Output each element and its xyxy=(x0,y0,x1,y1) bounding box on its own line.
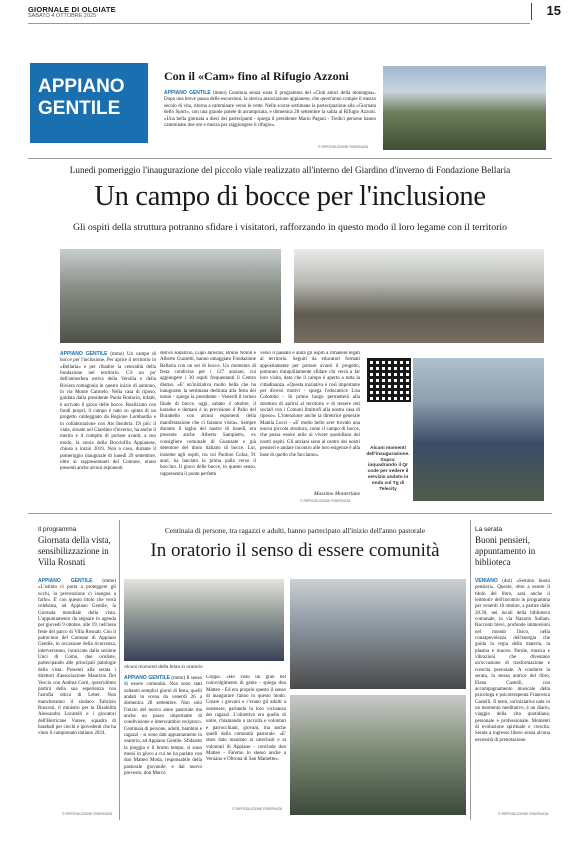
center-story-dateline: APPIANO GENTILE xyxy=(124,675,170,681)
center-story-kicker: Centinaia di persone, tra ragazzi e adulti, hanno partecipato all'inizio dell'anno pastorale xyxy=(164,526,426,535)
left-sidebar-text: (mmo) «L'istinto ci porta a proteggere gli occhi, la prevenzione ci insegna a farlo». E' con questo titolo che verrà celebrata, ad Appiano Gentile, la Giornata mondiale della vista. L'appuntamento da segnare in agenda per giovedì 9 ottobre, alle 19, nell'area feste del parco di Villa Rosnati. Con il patrocinio del Comune di Appiano Gentile, in occasione della ricorrenza, interverranno, incaricate dalla sezione Unci di Como, due oculiste, partecipando alle principali patologie della vista. Presenti alla serata i direttori d'associazione Maurizio Del Vescio con Andrea Corti, quest'ultimo partirà della sua esperienza con l'atrofia ottica di Leber. Non mancheranno il sindaco Fabrizio Rusconi, il ministro per la Disabilità Alessandra Locatelli e i giocatori dell'Hurricane Varese, squadra di baseball per ciechi e ipovedenti che ha vinto il campionato italiano 2024. xyxy=(38,579,116,737)
right-sidebar-label: La serata xyxy=(475,526,503,533)
center-story-title: In oratorio il senso di essere comunità xyxy=(150,540,440,561)
qr-code-icon[interactable] xyxy=(367,358,411,402)
issue-date: SABATO 4 OTTOBRE 2025 xyxy=(28,13,97,19)
center-photo-caption: Alcuni momenti della festa in oratorio xyxy=(124,665,203,670)
main-story-col1-text: (mmo) Un campo di bocce per l'inclusione. Per aprire il territorio in «Bellaria» e per ribadire la centralità della fondazione nel territorio. C'è un po' dell'atmosfera estiva della Versilia e della Riviera romagnola in questo inizio di autunno, in via Monte Carmelo. Nella casa di riposo, guidata dalla presidente Paola Bottacin, infatti, è arrivato il gioco delle bocce. Realizzato con fondi propri, il campo è nato su spinta di un progetto caldeggiato da Regione Lombardia e in collaborazione con Ats Insubria. Di più: il viale, situato nel Giardino d'inverno, ha anche il merito e il compito di portare avanti, a suo modo, la storia della Bocciofila Appianese, chiusa a inizio 2019. Non a caso, durante il pomeriggio inaugurale di lunedì 29 settembre, oltre ai rappresentanti del Comune, erano presenti anche alcuni esponenti xyxy=(60,352,156,472)
bocce-court-photo xyxy=(294,249,544,343)
left-column-divider xyxy=(119,520,120,820)
right-sidebar-credit: © RIPRODUZIONE RISERVATA xyxy=(498,812,549,816)
main-story-subtitle: Gli ospiti della struttura potranno sfidare i visitatori, rafforzando in questo modo il loro legame con il territorio xyxy=(72,222,508,233)
main-story-credit: © RIPRODUZIONE RISERVATA xyxy=(300,499,351,503)
section-brand-line2: GENTILE xyxy=(38,98,121,119)
newspaper-name: GIORNALE DI OLGIATE xyxy=(28,5,116,14)
main-story-column-3: verso il passato e aiuta gli ospiti a rimanere legati al territorio. Seguiti da educatori formati appositamente per portare avanti il progetto, potranno tranquillamente sfidare chi verrà a far loro visita, dato che il campo è aperto a tutta la cittadinanza. «Questa iniziativa è così importante per diversi motivi - spiega l'educatrice Lisa Colombo - In primo luogo permetterà alla struttura di aprirsi al territorio e di tessere reti sociali con i Comuni limitrofi alla nostra casa di riposo». L'intenzione anche la direttrice generale Manila Lucci - «E' molto bello aver trovato una nuova piccola struttura, come il campo di bocce, che possa essere utile ai vivere quotidiano dei nostri ospiti. Gli anziani sono al centro dei nostri pensieri e andare incontro alle loro esigenze è alla base di quello che facciamo». xyxy=(260,351,360,458)
main-story-column-1 xyxy=(60,351,156,511)
section-brand xyxy=(30,63,148,143)
bocce-inauguration-photo xyxy=(60,249,281,343)
staff-group-photo xyxy=(413,358,544,501)
center-story-column-2: Crippa. «Ho visto un gran bel coinvolgimento di gente - spiega don Matteo - Ed era proprio questo il senso di inaugurare l'anno in questo modo. Creare i giovani e c'erano gli adulti a sostenere, parlando la loro vicinanza dei ragazzi. L'obiettivo era quello di unire, chiamando a raccolta e volontari e parrocchiani, giovani, ma anche quelli della comunità pastorale. «E' stato dato mandato ai catechisti e ai volontari di Appiano - conclude don Matteo - Faremo lo stesso anche a Veniano e Oltrona di San Mamette». xyxy=(206,675,286,763)
oratorio-crowd-photo xyxy=(124,579,284,661)
top-story-body xyxy=(164,90,376,129)
center-story-credit: © RIPRODUZIONE RISERVATA xyxy=(232,807,283,811)
right-sidebar-title: Buoni pensieri, appuntamento in biblioteca xyxy=(475,535,536,567)
left-sidebar-title: Giornata della vista, sensibilizzazione in Villa Rosnati xyxy=(38,535,111,567)
main-story-signature: Massimo Monterlune xyxy=(314,491,360,497)
top-story-text: (mmo) Continua senza sosta il programma del «Club amici della montagna». Dopo una breve pausa delle escursioni, la storica associazione appianese, che quest'anno compie il mezzo secolo di vita, ritorna a camminare verso le vette. Nelle scorse settimane la partecipazione alla «Giornata dello Sport», con una grande parete di arrampicata, e domenica 28 settembre la salita al Rifugio Azzoni. «Una bella giornata a dieci dei partecipanti - spiega il presidente Mario Pagani - Tredici persone hanno camminato due ore e mezza per raggiungere il rifugio». xyxy=(164,91,377,129)
header-rule xyxy=(28,23,530,24)
right-column-divider xyxy=(470,520,471,820)
qr-caption: Alcuni momenti dell'inaugurazione. Sopra: inquadrando il Qr code per vedere il servizio andato in onda sul Tg di Telecity xyxy=(366,446,410,492)
right-sidebar-body xyxy=(475,578,550,810)
page-number: 15 xyxy=(531,3,565,20)
main-story-dateline: APPIANO GENTILE xyxy=(60,351,108,357)
right-sidebar-text: (dui) «Semino buoni pensieri». Questo, oltre a essere il titolo del libro, sarà anche il leitmotiv dell'incontro in programma per venerdì 10 ottobre, a partire dalle 20.30, nei locali della biblioteca comunale, in via Nazario Sullam. Racconti brevi, profonde immersioni nel mondo fisico, nella consapevolezza dell'energia che guida la regia della materia, la plasma e muove. Parole, musica e vibrazioni che diventano un'occasione di trasformazione e crescita personale. A condurre la serata, la stessa autrice del libro, Elena Castelli, con accompagnamento musicale della psicologa e psicoterapeuta Francesca Castelli. Il testo, un'iniziativa nata in un momento meditativo, è un diario, viaggio della vita quotidiana, personale e professionale. Momenti di evoluzione spirituale e crescita. Serata a ingresso libero senza alcuna necessità di prenotazione. xyxy=(475,579,550,743)
oratorio-youth-photo xyxy=(290,579,466,689)
main-story-title: Un campo di bocce per l'inclusione xyxy=(94,181,486,212)
center-story-column-1 xyxy=(124,675,202,813)
section-divider-top xyxy=(28,158,552,159)
hikers-group-photo xyxy=(383,66,546,150)
left-sidebar-label: Il programma xyxy=(38,526,77,533)
oratorio-priests-photo xyxy=(290,695,466,815)
main-story-kicker: Lunedì pomeriggio l'inaugurazione del piccolo viale realizzato all'interno del Giardino d'inverno di Fondazione Bellaria xyxy=(69,165,511,175)
main-story-column-2: dell'ex sodalizio, Lupo Jaroslav, Bruno Notoli e Alberto Guzzetti, hanno omaggiato Fondazione Bellaria con un set di bocce. Un momento di festa condivisa per i 127 anziani, cui aggiungere i 30 ospiti frequentanti il Centro diurno. «E' un'iniziativa molto bella che ha inaugurato la settimana dedicata alla festa dei nonni - spiega la presidente - Venerdì il torneo finale di bocce, oggi, sabato 4 ottobre, il karaoke e domani è in previsione il Palio del Burattello con alcuni esponenti della manifestazione che ci faranno visita». Sempre durante il taglio del nastro di lunedì, era presente anche Alberto Sampietro, ex consigliere comunale di Guanzate e già detentore del titolo italiano di bocce. Lui, insieme agli ospiti, tra cui Paolino Colza, 91 anni, ha lanciato la prima palla verso il boccino. Il gioco delle bocce, in questo senso, rappresenta il ponte perfetto xyxy=(160,351,256,477)
left-sidebar-body xyxy=(38,578,116,810)
top-story-credit: © RIPRODUZIONE RISERVATA xyxy=(318,145,369,149)
top-story-title: Con il «Cam» fino al Rifugio Azzoni xyxy=(164,69,349,83)
right-sidebar-dateline: VENIANO xyxy=(475,578,498,584)
left-sidebar-dateline: APPIANO GENTILE xyxy=(38,578,93,584)
center-story-col1-text: (mmo) Il senso di essere comunità. Non sono stati soltanto semplici giorni di festa, quelli andati in scena da venerdì 26 a domenica 28 settembre. Non solo l'inizio del nuovo anno pastorale ma anche un passo importante di condivisione e interscambio reciproco. Centinaia di persone, adulti, bambini e ragazzi - si sono dati appuntamento in oratorio, ad Appiano Gentile. Sfidando la pioggia e il brutto tempo, si sono messi in gioco a cui ne ha parlato con don Matteo Moda, responsabile della pastorale giovanile, e dal nuovo prevosto, don Marco xyxy=(124,676,202,777)
top-story-dateline: APPIANO GENTILE xyxy=(164,90,211,96)
left-sidebar-credit: © RIPRODUZIONE RISERVATA xyxy=(62,812,113,816)
section-brand-line1: APPIANO xyxy=(38,76,125,97)
section-divider-middle xyxy=(28,513,552,514)
